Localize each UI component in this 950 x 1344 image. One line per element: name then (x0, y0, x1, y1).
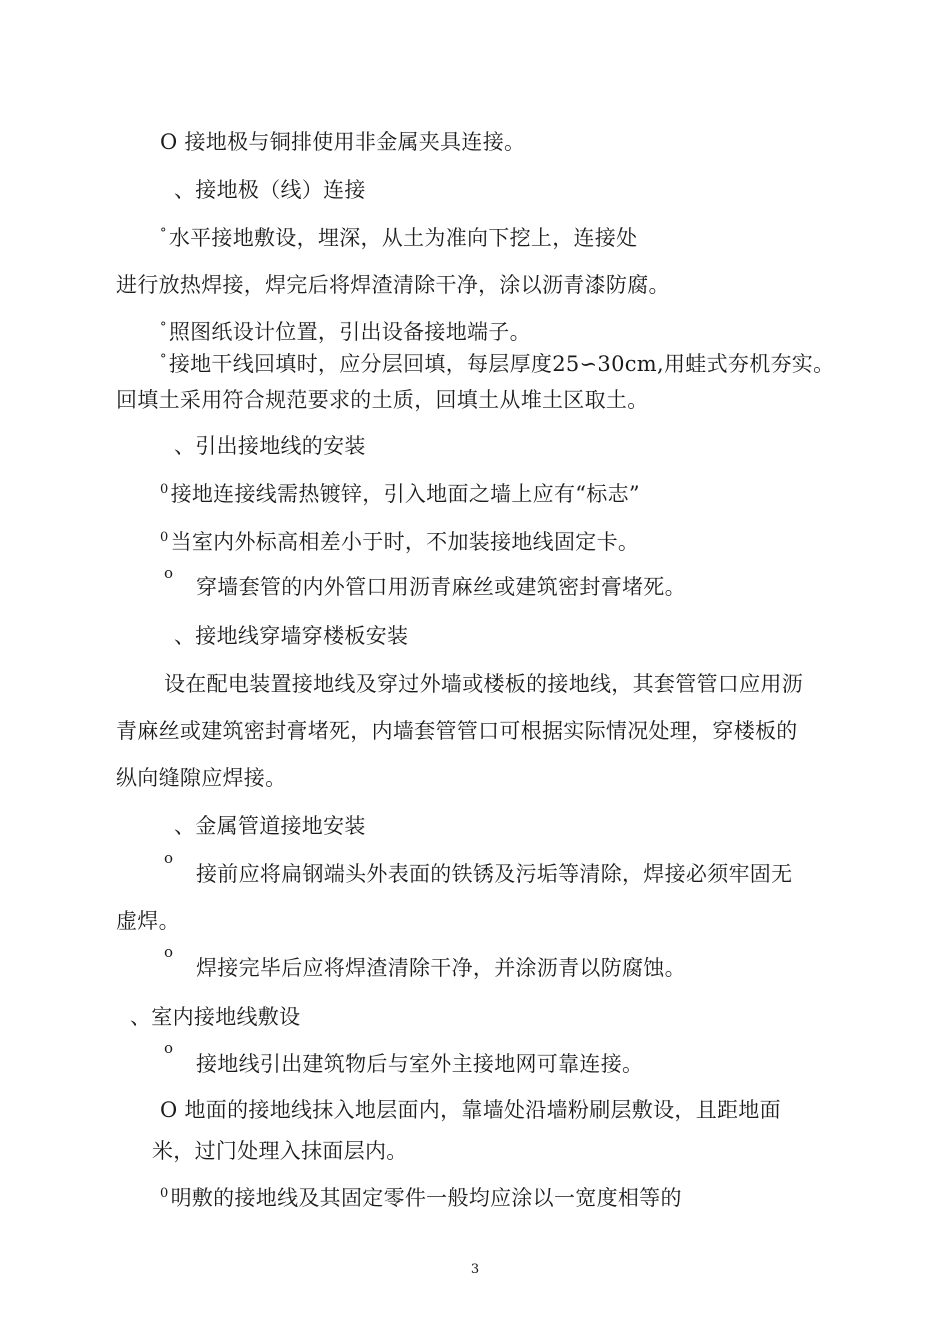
text-line-14: 青麻丝或建筑密封膏堵死，内墙套管管口可根据实际情况处理，穿楼板的 (116, 719, 798, 743)
text-line-15: 纵向缝隙应焊接。 (116, 766, 287, 790)
text-line-7: 回填土采用符合规范要求的土质，回填土从堆土区取土。 (116, 388, 649, 412)
text-line-21: 接地线引出建筑物后与室外主接地网可靠连接。 (196, 1052, 644, 1076)
text-line-6: °接地干线回填时，应分层回填，每层厚度25∽30cm,用蛙式夯机夯实。 (160, 352, 835, 376)
text-line-9: $^0$接地连接线需热镀锌，引入地面之墙上应有“标志” (160, 482, 640, 506)
section-heading-indoor: 、室内接地线敷设 (130, 1005, 301, 1029)
text-line-17: 接前应将扁钢端头外表面的铁锈及污垢等清除，焊接必须牢固无 (196, 862, 793, 886)
bullet-mark: ° (160, 352, 167, 367)
text-line-18: 虚焊。 (116, 909, 180, 933)
text-line-22: O 地面的接地线抹入地层面内，靠墙处沿墙粉刷层敷设，且距地面 (160, 1098, 781, 1122)
text-line-13: 设在配电装置接地线及穿过外墙或楼板的接地线，其套管管口应用沥 (164, 672, 803, 696)
bullet-mark: 0 (160, 1186, 169, 1201)
section-heading-lead-out: 、引出接地线的安装 (174, 434, 366, 458)
bullet-mark: o (164, 564, 174, 582)
section-heading-metal-pipe: 、金属管道接地安装 (174, 814, 366, 838)
bullet-mark: o (164, 849, 174, 867)
text-line-24: $^0$明敷的接地线及其固定零件一般均应涂以一宽度相等的 (160, 1186, 682, 1210)
text-line-3: °水平接地敷设，埋深，从土为准向下挖上，连接处 (160, 226, 638, 250)
text-line-1: O 接地极与铜排使用非金属夹具连接。 (160, 130, 526, 154)
text-line-11: 穿墙套管的内外管口用沥青麻丝或建筑密封膏堵死。 (196, 575, 686, 599)
bullet-mark: 0 (160, 530, 169, 545)
bullet-mark: o (164, 1039, 174, 1057)
bullet-mark: 0 (160, 482, 169, 497)
text-line-19: 焊接完毕后应将焊渣清除干净，并涂沥青以防腐蚀。 (196, 956, 686, 980)
text-line-10: $^0$当室内外标高相差小于时，不加装接地线固定卡。 (160, 530, 640, 554)
section-heading-ground-connection: 、接地极（线）连接 (174, 178, 366, 202)
text-line-5: °照图纸设计位置，引出设备接地端子。 (160, 320, 531, 344)
text-line-4: 进行放热焊接，焊完后将焊渣清除干净，涂以沥青漆防腐。 (116, 273, 670, 297)
bullet-mark: o (164, 943, 174, 961)
section-heading-wall-floor: 、接地线穿墙穿楼板安装 (174, 624, 409, 648)
bullet-mark: ° (160, 320, 167, 335)
page-number: 3 (470, 1262, 480, 1277)
text-line-23: 米，过门处理入抹面层内。 (152, 1139, 408, 1163)
bullet-mark: ° (160, 226, 167, 241)
